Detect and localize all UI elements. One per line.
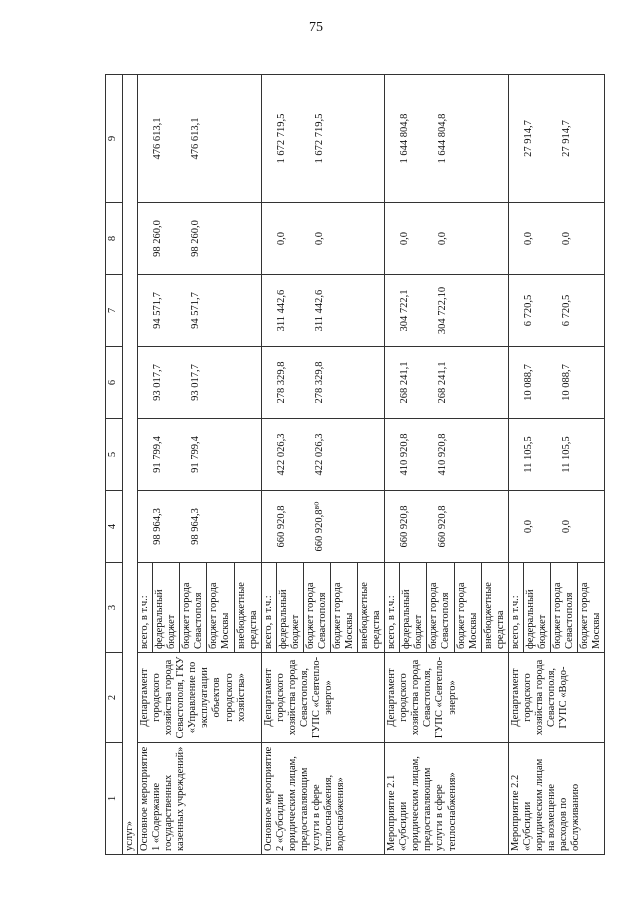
funding-source-label: бюджет города Москвы xyxy=(207,563,234,652)
value-cell xyxy=(261,419,385,491)
total-value: 304 722,1 xyxy=(399,289,411,332)
continuation-row xyxy=(123,75,138,855)
measure-name-cell: Основное мероприятие 1 «Содержание государственных казенных учреждений» xyxy=(138,743,262,855)
sevastopol-budget-value: 91 799,4 xyxy=(190,436,202,473)
measure-name-cell: Мероприятие 2.2 «Субсидии юридическим лицам на возмещение расходов по обслуживанию xyxy=(508,743,604,855)
funding-source-label: всего, в т.ч.: xyxy=(509,563,524,652)
value-cell xyxy=(261,75,385,203)
total-value: 268 241,1 xyxy=(399,361,411,404)
funding-source-label: бюджет города Севастополя xyxy=(551,563,578,652)
sevastopol-budget-value: 93 017,7 xyxy=(190,364,202,401)
value-cell xyxy=(385,491,509,563)
total-value: 98 260,0 xyxy=(152,220,164,257)
header-cell: 2 xyxy=(106,653,123,743)
total-value: 10 088,7 xyxy=(522,364,534,401)
value-cell xyxy=(508,419,604,491)
sevastopol-budget-value: 11 105,5 xyxy=(560,436,572,473)
table-row xyxy=(508,75,604,855)
sevastopol-budget-value: 0,0 xyxy=(437,231,449,246)
sevastopol-budget-value: 304 722,10 xyxy=(437,286,449,335)
sevastopol-budget-value: 6 720,5 xyxy=(560,294,572,327)
sevastopol-budget-value: 410 920,8 xyxy=(437,433,449,476)
sevastopol-budget-value: 1 672 719,5 xyxy=(313,113,325,164)
total-value: 27 914,7 xyxy=(522,120,534,157)
sevastopol-budget-value: 10 088,7 xyxy=(560,364,572,401)
header-cell: 1 xyxy=(106,743,123,855)
value-cell xyxy=(385,203,509,275)
header-cell: 3 xyxy=(106,563,123,653)
page-number: 75 xyxy=(309,20,323,35)
total-value: 311 442,6 xyxy=(275,289,287,332)
measure-name-cell: Основное мероприятие 2 «Субсидии юридическим лицам, предоставляющим услуги в сфере теплоснабжения, водоснабжения» xyxy=(261,743,385,855)
funding-source-label: бюджет города Москвы xyxy=(579,582,603,649)
total-value: 11 105,5 xyxy=(522,436,534,473)
value-cell xyxy=(138,203,262,275)
value-cell xyxy=(138,75,262,203)
executor-cell: Департамент городского хозяйства города Севастополя, ГУПС «Севтепло-энерго» xyxy=(261,653,385,743)
sevastopol-budget-value: 0,0 xyxy=(313,231,325,246)
funding-source-cell xyxy=(261,563,385,653)
value-cell xyxy=(138,347,262,419)
header-cell: 7 xyxy=(106,275,123,347)
value-cell xyxy=(138,275,262,347)
total-value: 410 920,8 xyxy=(399,433,411,476)
total-value: 91 799,4 xyxy=(152,436,164,473)
header-cell: 9 xyxy=(106,75,123,203)
sevastopol-budget-value: 0,0 xyxy=(560,231,572,246)
funding-source-label: федеральный бюджет xyxy=(277,563,304,652)
funding-source-label: федеральный бюджет xyxy=(153,563,180,652)
total-value: 476 613,1 xyxy=(152,117,164,160)
funding-source-label: бюджет города Севастополя xyxy=(180,563,207,652)
table-row xyxy=(138,75,262,855)
total-value: 278 329,8 xyxy=(275,361,287,404)
rotated-table-container xyxy=(105,75,603,855)
sevastopol-budget-value: 27 914,7 xyxy=(560,120,572,157)
sevastopol-budget-value: 660 920,8 xyxy=(437,505,449,548)
sevastopol-budget-value: 660 920,8⁸⁰ xyxy=(313,501,325,552)
total-value: 422 026,3 xyxy=(275,433,287,476)
value-cell xyxy=(261,275,385,347)
funding-source-cell xyxy=(385,563,509,653)
sevastopol-budget-value: 268 241,1 xyxy=(437,361,449,404)
funding-source-label: всего, в т.ч.: xyxy=(262,563,277,652)
executor-cell: Департамент городского хозяйства города Севастополя, ГКУ «Управление по эксплуатации объектов городского хозяйства» xyxy=(138,653,262,743)
total-value: 1 672 719,5 xyxy=(275,113,287,164)
funding-source-label: всего, в т.ч.: xyxy=(385,563,400,652)
value-cell xyxy=(508,275,604,347)
sevastopol-budget-value: 94 571,7 xyxy=(190,292,202,329)
value-cell xyxy=(508,203,604,275)
sevastopol-budget-value: 278 329,8 xyxy=(313,361,325,404)
funding-source-label: внебюджетные средства xyxy=(235,582,259,649)
executor-cell: Департамент городского хозяйства города Севастополя, ГУПС «Севтепло-энерго» xyxy=(385,653,509,743)
continuation-text: услуг» xyxy=(123,75,138,855)
sevastopol-budget-value: 1 644 804,8 xyxy=(437,113,449,164)
value-cell xyxy=(261,491,385,563)
sevastopol-budget-value: 98 260,0 xyxy=(190,220,202,257)
funding-source-cell xyxy=(138,563,262,653)
funding-source-label: бюджет города Севастополя xyxy=(304,563,331,652)
value-cell xyxy=(138,419,262,491)
total-value: 0,0 xyxy=(522,231,534,246)
header-cell: 6 xyxy=(106,347,123,419)
sevastopol-budget-value: 98 964,3 xyxy=(190,508,202,545)
funding-source-cell xyxy=(508,563,604,653)
value-cell xyxy=(138,491,262,563)
total-value: 94 571,7 xyxy=(152,292,164,329)
measure-name-cell: Мероприятие 2.1 «Субсидии юридическим лицам, предоставляющим услуги в сфере теплоснабжения» xyxy=(385,743,509,855)
sevastopol-budget-value: 422 026,3 xyxy=(313,433,325,476)
budget-table xyxy=(105,74,605,855)
sevastopol-budget-value: 476 613,1 xyxy=(190,117,202,160)
table-row xyxy=(261,75,385,855)
total-value: 93 017,7 xyxy=(152,364,164,401)
funding-source-label: внебюджетные средства xyxy=(482,582,506,649)
table-row xyxy=(385,75,509,855)
header-cell: 4 xyxy=(106,491,123,563)
value-cell xyxy=(385,75,509,203)
header-cell: 8 xyxy=(106,203,123,275)
value-cell xyxy=(508,491,604,563)
value-cell xyxy=(385,419,509,491)
funding-source-label: бюджет города Севастополя xyxy=(427,563,454,652)
funding-source-label: бюджет города Москвы xyxy=(455,563,482,652)
value-cell xyxy=(385,347,509,419)
total-value: 1 644 804,8 xyxy=(399,113,411,164)
value-cell xyxy=(261,203,385,275)
funding-source-label: бюджет города Москвы xyxy=(331,563,358,652)
header-row xyxy=(106,75,123,855)
total-value: 0,0 xyxy=(275,231,287,246)
funding-source-label: федеральный бюджет xyxy=(400,563,427,652)
funding-source-label: всего, в т.ч.: xyxy=(138,563,153,652)
total-value: 0,0 xyxy=(399,231,411,246)
value-cell xyxy=(385,275,509,347)
value-cell xyxy=(261,347,385,419)
sevastopol-budget-value: 0,0 xyxy=(560,519,572,534)
total-value: 0,0 xyxy=(522,519,534,534)
funding-source-label: федеральный бюджет xyxy=(524,563,551,652)
sevastopol-budget-value: 311 442,6 xyxy=(313,289,325,332)
funding-source-label: внебюджетные средства xyxy=(359,582,383,649)
total-value: 660 920,8 xyxy=(399,505,411,548)
value-cell xyxy=(508,75,604,203)
total-value: 98 964,3 xyxy=(152,508,164,545)
total-value: 6 720,5 xyxy=(522,294,534,327)
total-value: 660 920,8 xyxy=(275,505,287,548)
executor-cell: Департамент городского хозяйства города Севастополя, ГУПС «Водо- xyxy=(508,653,604,743)
value-cell xyxy=(508,347,604,419)
header-cell: 5 xyxy=(106,419,123,491)
